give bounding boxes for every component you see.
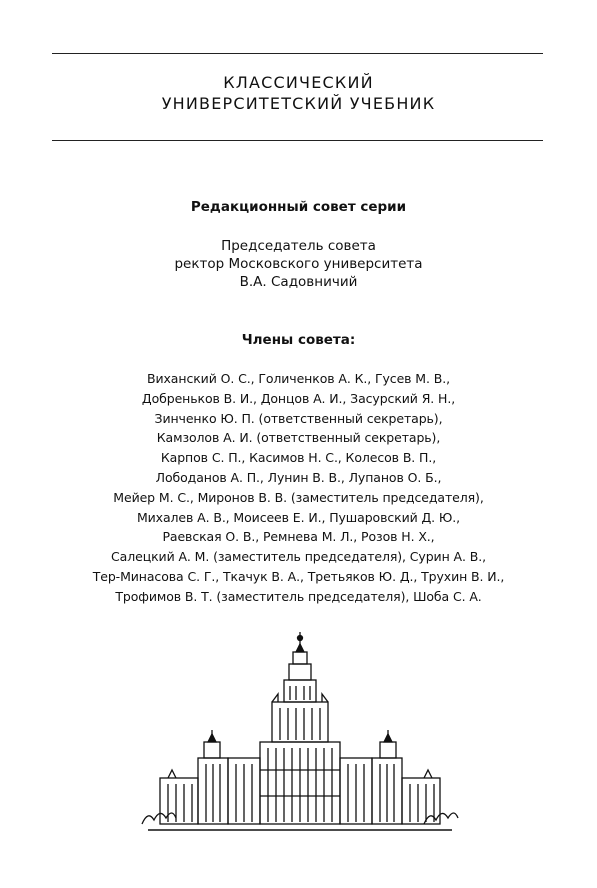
members-line: Салецкий А. М. (заместитель председателя), Сурин А. В., [111, 549, 486, 565]
middle-divider [52, 140, 543, 141]
editorial-board-heading: Редакционный совет серии [190, 199, 407, 215]
members-line: Добреньков В. И., Донцов А. И., Засурский Я. Н., [141, 390, 456, 406]
series-title [0, 72, 597, 114]
chairman-position: ректор Московского университета [174, 256, 423, 272]
top-divider [52, 53, 543, 54]
chairman-name: В.А. Садовничий [239, 274, 358, 290]
members-line: Зинченко Ю. П. (ответственный секретарь), [154, 410, 443, 426]
members-line: Виханский О. С., Голиченков А. К., Гусев М. В., [147, 371, 450, 386]
members-line: Камзолов А. И. (ответственный секретарь), [156, 430, 441, 446]
series-title-line-2: УНИВЕРСИТЕТСКИЙ УЧЕБНИК [161, 94, 436, 113]
university-building-icon [140, 630, 460, 840]
members-line: Мейер М. С., Миронов В. В. (заместитель председателя), [113, 489, 484, 505]
members-line: Раевская О. В., Ремнева М. Л., Розов Н. Х., [162, 529, 435, 545]
chairman-role: Председатель совета [221, 238, 376, 254]
members-line: Трофимов В. Т. (заместитель председателя), Шоба С. А. [115, 588, 482, 604]
members-line: Тер-Минасова С. Г., Ткачук В. А., Третьяков Ю. Д., Трухин В. И., [92, 568, 505, 584]
members-heading: Члены совета: [241, 332, 356, 348]
series-title-line-1: КЛАССИЧЕСКИЙ [223, 73, 374, 92]
chairman-block [0, 237, 597, 291]
members-line: Лободанов А. П., Лунин В. В., Лупанов О. Б., [155, 469, 442, 485]
members-line: Михалев А. В., Моисеев Е. И., Пушаровский Д. Ю., [136, 509, 461, 525]
members-list [0, 369, 597, 607]
members-line: Карпов С. П., Касимов Н. С., Колесов В. П., [160, 450, 437, 466]
